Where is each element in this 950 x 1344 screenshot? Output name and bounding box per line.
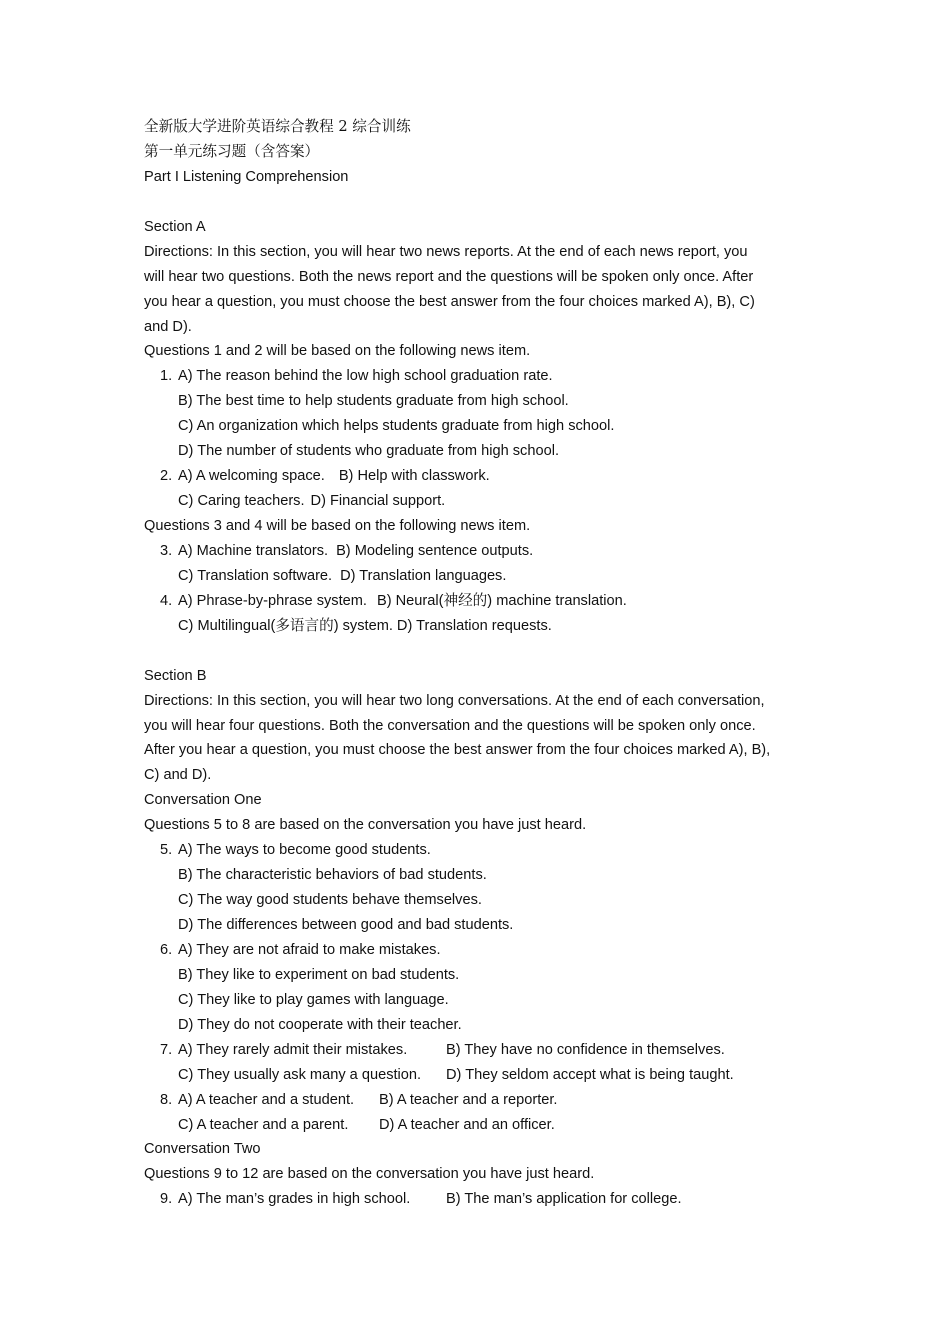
option-b: B) The characteristic behaviors of bad students. — [178, 867, 487, 884]
option-c: C) Multilingual(多语言的) system. — [178, 616, 393, 634]
document-page — [144, 115, 824, 1212]
option-c: C) The way good students behave themselves. — [178, 892, 482, 909]
question-number: 4. — [160, 592, 173, 609]
option-a: A) A welcoming space. — [178, 468, 325, 485]
section-a-directions-line: Directions: In this section, you will hear two news reports. At the end of each news report, you — [144, 243, 748, 260]
question-9 — [144, 1187, 824, 1212]
option-a: A) They rarely admit their mistakes. — [178, 1041, 408, 1058]
option-a: A) They are not afraid to make mistakes. — [178, 941, 441, 958]
section-b-heading: Section B — [144, 667, 207, 684]
options-cd — [144, 1113, 824, 1138]
conversation-heading: Conversation Two — [144, 1141, 261, 1158]
question-number: 7. — [160, 1041, 173, 1058]
question-number: 1. — [160, 368, 173, 385]
option-b: B) They like to experiment on bad students. — [178, 966, 460, 983]
option-c: C) Translation software. — [178, 567, 333, 584]
section-b-directions-line: After you hear a question, you must choose the best answer from the four choices marked A), B), — [144, 742, 771, 759]
option-a: A) The man’s grades in high school. — [178, 1191, 411, 1208]
conversation-heading: Conversation One — [144, 792, 262, 809]
option-b: B) The best time to help students graduate from high school. — [178, 393, 569, 410]
option-b: B) Neural(神经的) machine translation. — [376, 591, 627, 609]
section-a-heading: Section A — [144, 218, 206, 235]
question-number: 6. — [160, 941, 173, 958]
option-b: B) Help with classwork. — [338, 468, 490, 485]
question-number: 3. — [160, 542, 173, 559]
spacer — [144, 190, 824, 215]
option-b: B) A teacher and a reporter. — [379, 1091, 558, 1108]
section-a-directions-line: will hear two questions. Both the news report and the questions will be spoken only once. After — [144, 268, 754, 285]
section-b-directions-line: Directions: In this section, you will hear two long conversations. At the end of each conversation, — [144, 692, 765, 709]
question-2 — [144, 464, 824, 489]
section-a-directions-line: you hear a question, you must choose the best answer from the four choices marked A), B), C) — [144, 293, 755, 310]
option-c: C) An organization which helps students graduate from high school. — [178, 418, 615, 435]
question-7 — [144, 1038, 824, 1063]
question-number: 5. — [160, 842, 173, 859]
document-title: 全新版大学进阶英语综合教程 2 综合训练 — [144, 118, 411, 135]
question-3 — [144, 539, 824, 564]
section-b-directions-line: you will hear four questions. Both the conversation and the questions will be spoken only once. — [144, 717, 756, 734]
option-d: D) They seldom accept what is being taught. — [446, 1066, 734, 1083]
document-subtitle: 第一单元练习题（含答案） — [144, 142, 320, 160]
question-5 — [144, 838, 824, 863]
question-6 — [144, 938, 824, 963]
option-d: D) Translation requests. — [396, 617, 552, 634]
option-b: B) They have no confidence in themselves. — [446, 1041, 725, 1058]
option-c: C) They like to play games with language. — [178, 991, 449, 1008]
option-b: B) The man’s application for college. — [446, 1191, 682, 1208]
questions-intro: Questions 1 and 2 will be based on the following news item. — [144, 343, 531, 360]
questions-intro: Questions 3 and 4 will be based on the following news item. — [144, 518, 531, 534]
options-cd — [144, 489, 824, 514]
question-8 — [144, 1088, 824, 1113]
spacer — [144, 639, 824, 664]
option-a: A) The reason behind the low high school graduation rate. — [178, 368, 553, 385]
option-d: D) A teacher and an officer. — [379, 1116, 555, 1133]
part-heading: Part I Listening Comprehension — [144, 168, 349, 185]
section-a-directions-line: and D). — [144, 318, 192, 335]
option-d: D) They do not cooperate with their teacher. — [178, 1016, 462, 1033]
questions-intro: Questions 9 to 12 are based on the conversation you have just heard. — [144, 1166, 595, 1183]
option-d: D) Translation languages. — [340, 567, 507, 584]
question-number: 8. — [160, 1091, 173, 1108]
question-number: 9. — [160, 1191, 173, 1208]
question-4 — [144, 589, 824, 614]
questions-intro: Questions 5 to 8 are based on the conversation you have just heard. — [144, 817, 587, 834]
option-c: C) Caring teachers. — [178, 493, 305, 510]
option-c: C) A teacher and a parent. — [178, 1116, 349, 1133]
option-a: A) A teacher and a student. — [178, 1091, 355, 1108]
question-1 — [144, 364, 824, 389]
option-d: D) The number of students who graduate from high school. — [178, 443, 559, 460]
option-c: C) They usually ask many a question. — [178, 1066, 422, 1083]
option-b: B) Modeling sentence outputs. — [336, 542, 534, 559]
option-a: A) The ways to become good students. — [178, 842, 431, 859]
option-d: D) The differences between good and bad students. — [178, 917, 514, 933]
question-number: 2. — [160, 468, 173, 485]
option-a: A) Phrase-by-phrase system. — [178, 592, 367, 609]
options-cd — [144, 564, 824, 589]
option-d: D) Financial support. — [310, 493, 446, 510]
option-a: A) Machine translators. — [178, 542, 329, 559]
section-b-directions-line: C) and D). — [144, 767, 212, 784]
options-cd — [144, 614, 824, 639]
options-cd — [144, 1063, 824, 1088]
